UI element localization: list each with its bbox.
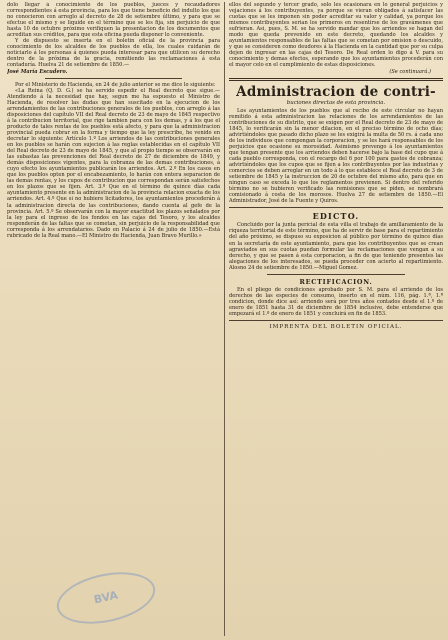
rectification-body: En el pliego de condiciones aprobado por S. M. para el arriendo de los derechos de las especies de consumo, inserto en el núm. 116, pág. 1.ª, 1.ª condicion, donde dice así: arriendo será por tres años contados desde el 1.º de enero de 1851 hasta 31 de diciembre de 1854 inclusive, debe entenderse que empezará el 1.º de enero de 1851 y concluirá en fin de 1853. [229, 286, 443, 317]
divider [267, 274, 405, 275]
notice-paragraph: Y de dispuesto se inserta en el boletin oficial de la provincia para conocimiento de los alcaldes de los pueblos de ella, los cuales cuidarán de noticiarlo á los personas á quienes pueda interesar para que utilicen su derecho dentro de la próxima de la gracia, remitiendo las reclamaciones á esta contaduría. Huelva 21 de setiembre de 1850.— [7, 38, 220, 69]
signature: José María Escudero. [7, 68, 68, 75]
left-column [7, 2, 220, 636]
divider [229, 320, 443, 321]
section-body: Los ayuntamientos de los pueblos que al recibo de este circular no hayan remitido á esta administracion las relaciones de los arrendamientos de las contribuciones de su distrito, que se exigen por el Real decreto de 23 de mayo de 1845, lo verificarán sin la menor dilacion, en el preciso término de ocho días; advirtiéndoles que pasado dicho plazo se les exigirá la multa de 50 rs. á cada uno de los individuos que compongan la corporacion, y se les hará responsables de los perjuicios que ocasione su morosidad. Asimismo prevengo á los ayuntamientos que tengan presente que los arriendos deben hacerse bajo la base del cupo que á cada pueblo corresponda, con el recargo del 6 por 100 para gastos de cobranza; advirtiéndoles que los cupos que se fijen a los contribuyentes por las industrias y comercios se deben arreglar en un todo á lo que establece el Real decreto de 3 de setiembre de 1845 y la instruccion de 20 de octubre del mismo año, para que en ningun caso se exceda lo que los reglamentos previenen. Si dentro del referido término no se hubieren verificado las remisiones que se piden, se nombrará comisionado á costa de los morosos. Huelva 27 de setiembre de 1850.—El Administrador, José de la Fuente y Quiros. [229, 107, 443, 205]
column-divider [224, 2, 225, 636]
section-title: Administracion de contri- [236, 83, 436, 100]
section-subtitle: buciones directas de esta provincia. [286, 99, 386, 106]
printer-footer: IMPRENTA DEL BOLETIN OFICIAL. [269, 323, 403, 330]
right-column [229, 2, 443, 636]
edict-body: Concluido por la junta pericial de esta villa el trabajo de amillaramiento de la riqueza territorial de este término, que ha de servir de base para el repartimiento del año próximo, se dispuso su exposicion al público por término de quince días en la secretaría de este ayuntamiento, para que los contribuyentes que se crean agraviados en sus cuotas puedan formular las reclamaciones que vengan a su derecho, y que se pasen á esta corporacion, a fin de que teniendo presentes las alegaciones de los interesados, se pueda proceder con acierto al repartimiento. Alosno 24 de setiembre de 1850.—Miguel Gomez. [229, 222, 443, 271]
continuara-note: (Se continuará.) [389, 68, 431, 75]
ministry-intro: Por el Ministerio de Hacienda, en 24 de julio anterior se me dice lo siguiente: [15, 81, 216, 88]
double-rule [229, 78, 443, 81]
rectification-title: RECTIFICACION. [299, 277, 373, 286]
intro-paragraph: dolo llegar á conocimiento de los pueblos, jueces y recaudadores correspondientes á esta provincia, para los que tiene beneficio del indulto los que no conocieron con arreglo al decreto de 28 de setiembre último, y para que se efectue el mismo y se liquide en el término que se les fija, sin perjuicio de que hasta 10 de octubre próximo verifiquen la presentacion de los documentos que acreditan sus créditos, para que esta oficina pueda disponer lo conveniente. [7, 2, 220, 39]
divider [45, 78, 182, 79]
edict-title: EDICTO. [312, 211, 360, 222]
library-stamp: BVA [52, 564, 160, 632]
continued-paragraph: ellos del segundo y tercer grado, solo les ocasionara en lo general perjuicios y vejaciones á los contribuyentes, ya porque se vieran obligados á satisfacer las cuotas que se les imponen sin poder acreditar su valor y calidad, ya porque los mismos contribuyentes serian los primeros en resentirse de los gravámenes que sufrieran. Asi, pues, S. M. se ha servido mandar que los arriendos se hagan del modo que queda prevenido en este decreto, quedando los alcaldes y ayuntamientos responsables de las faltas que se cometan por omision o descuido, y que se consideren como deudores á la Hacienda en la cantidad que por su culpa dejen de ingresar en las cajas del Tesoro. De Real orden lo digo á V. para su conocimiento y demas efectos, esperando que los ayuntamientos procederán con el mayor celo en el cumplimiento de estas disposiciones. [229, 2, 443, 69]
divider [229, 207, 443, 208]
ministry-decree-body: «La Reina (Q. D. G.) se ha servido espedir el Real decreto que sigue.—Atendiendo á la necesidad que hay, segun me ha espuesto el Ministro de Hacienda, de resolver las dudas que han suscitado en la ejecucion de los arrendamientos de las contribuciones generales de los pueblos, con arreglo á las disposiciones del capítulo VII del Real decreto de 23 de mayo de 1845 respectivo á la contribucion territorial, que rige tambien para con los demas, y á los que el producto de tales rentas de los pueblos está afecto, y para que la administracion provincial pueda cobrar en la forma y tiempo que la ley prescribe, he venido en decretar lo siguiente: Artículo 1.º Los arriendos de las contribuciones generales en los pueblos se harán con sujecion á las reglas establecidas en el capítulo VII del Real decreto de 23 de mayo de 1845, y que al propio tiempo se observarán en las subastas las prevenciones del Real decreto de 27 de diciembre de 1849, y demás disposiciones vigentes, para la cobranza de las demas contribuciones, á cuyo efecto los ayuntamientos publicarán los arriendos. Art. 2.º En los casos en que los pueblos opten por el encabezamiento, lo harán con entera separacion de las demás rentas, y los cupos de contribucion que correspondan serán satisfechos en los plazos que se fijen. Art. 3.º Que en el término de quince días cada ayuntamiento presente en la administracion de la provincia relacion exacta de los arriendos. Art. 4.º Que si no hubiere licitadores, los ayuntamientos procederán á la administracion directa de las contribuciones, dando cuenta al gefe de la provincia. Art. 5.º Se observarán con la mayor exactitud los plazos señalados por la ley para el ingreso de los fondos en las cajas del Tesoro, y los alcaldes responderán de las faltas que se cometan, sin perjuicio de la responsabilidad que corresponda á los arrendatarios. Dado en Palacio á 24 de julio de 1850.—Está rubricado de la Real mano.—El Ministro de Hacienda, Juan Bravo Murillo.» [7, 87, 220, 239]
